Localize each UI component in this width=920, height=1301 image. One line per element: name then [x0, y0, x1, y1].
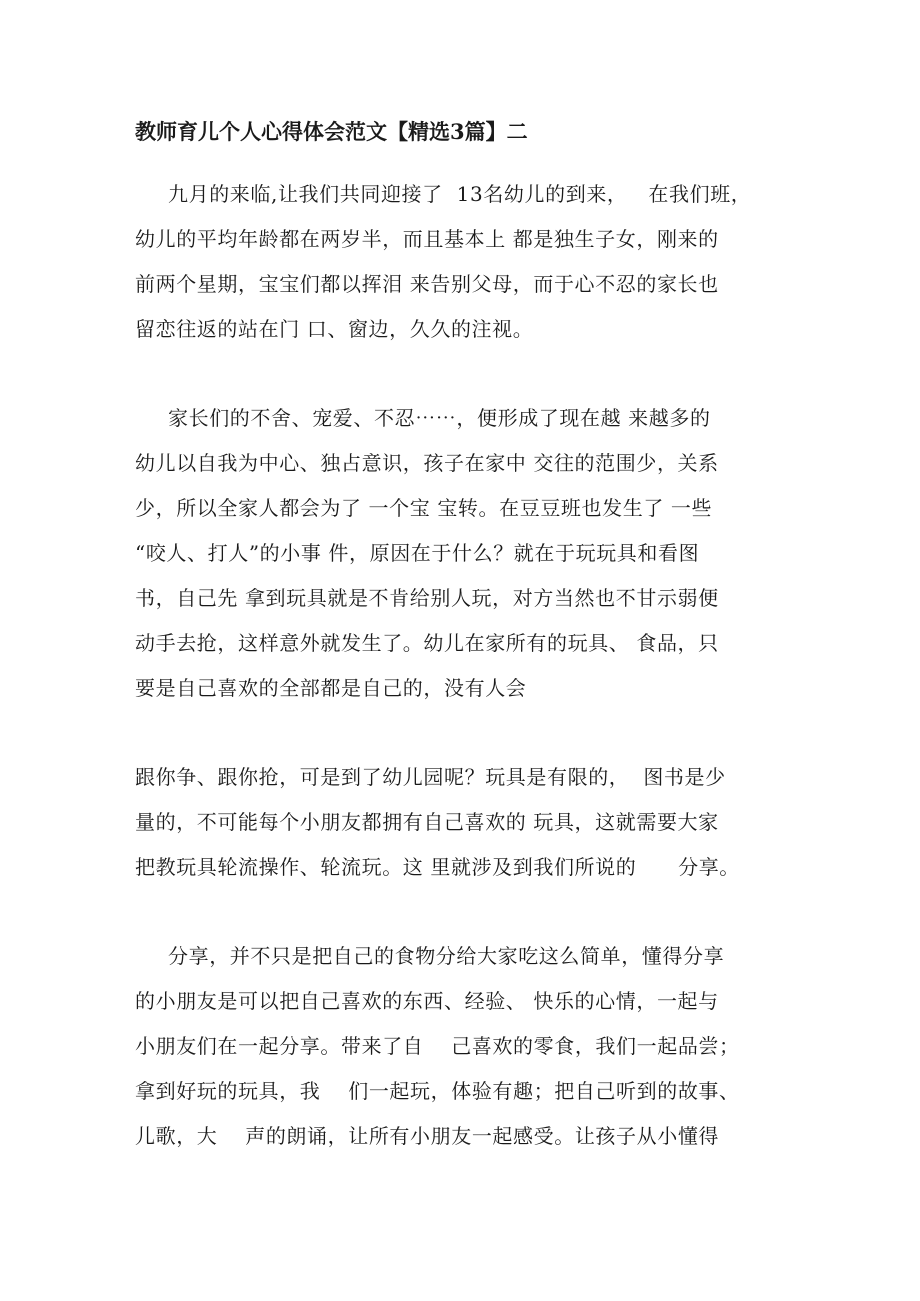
paragraph-1-line-2: 幼儿的平均年龄都在两岁半，而且基本上 都是独生子女，刚来的 — [135, 227, 719, 251]
paragraph-2-line-1: 家长们的不舍、宠爱、不忍⋯⋯，便形成了现在越 来越多的 — [168, 406, 711, 430]
paragraph-1-line-3: 前两个星期，宝宝们都以挥泪 来告别父母，而于心不忍的家长也 — [135, 272, 719, 296]
paragraph-4-line-2: 的小朋友是可以把自己喜欢的东西、经验、 快乐的心情，一起与 — [135, 989, 719, 1013]
paragraph-2-line-4: “咬人、打人”的小事 件，原因在于什么？就在于玩玩具和看图 — [135, 541, 700, 565]
paragraph-2-line-6: 动手去抢，这样意外就发生了。幼儿在家所有的玩具、 食品，只 — [135, 631, 719, 655]
paragraph-4-line-3: 小朋友们在一起分享。带来了自 己喜欢的零食，我们一起品尝； — [135, 1034, 740, 1058]
paragraph-1-line-4: 留恋往返的站在门 口、窗边，久久的注视。 — [135, 317, 534, 341]
paragraph-3-line-3: 把教玩具轮流操作、轮流玩。这 里就涉及到我们所说的 分享。 — [135, 855, 740, 879]
paragraph-4-line-5: 儿歌，大 声的朗诵，让所有小朋友一起感受。让孩子从小懂得 — [135, 1124, 720, 1148]
paragraph-1-line-1: 九月的来临,让我们共同迎接了 13名幼儿的到来， 在我们班， — [168, 182, 752, 206]
paragraph-4-line-1: 分享，并不只是把自己的食物分给大家吃这么简单，懂得分享 — [168, 944, 725, 968]
paragraph-2-line-7: 要是自己喜欢的全部都是自己的，没有人会 — [135, 676, 527, 700]
paragraph-2-line-3: 少，所以全家人都会为了 一个宝 宝转。在豆豆班也发生了 一些 — [135, 496, 713, 520]
paragraph-3-line-1: 跟你争、跟你抢，可是到了幼儿园呢？玩具是有限的， 图书是少 — [135, 765, 726, 789]
document-title: 教师育儿个人心得体会范文【精选3篇】二 — [135, 119, 528, 144]
paragraph-2-line-5: 书，自己先 拿到玩具就是不肯给别人玩，对方当然也不甘示弱便 — [135, 586, 719, 610]
paragraph-2-line-2: 幼儿以自我为中心、独占意识，孩子在家中 交往的范围少，关系 — [135, 451, 719, 475]
paragraph-4-line-4: 拿到好玩的玩具，我 们一起玩，体验有趣；把自己听到的故事、 — [135, 1079, 740, 1103]
paragraph-3-line-2: 量的，不可能每个小朋友都拥有自己喜欢的 玩具，这就需要大家 — [135, 810, 719, 834]
